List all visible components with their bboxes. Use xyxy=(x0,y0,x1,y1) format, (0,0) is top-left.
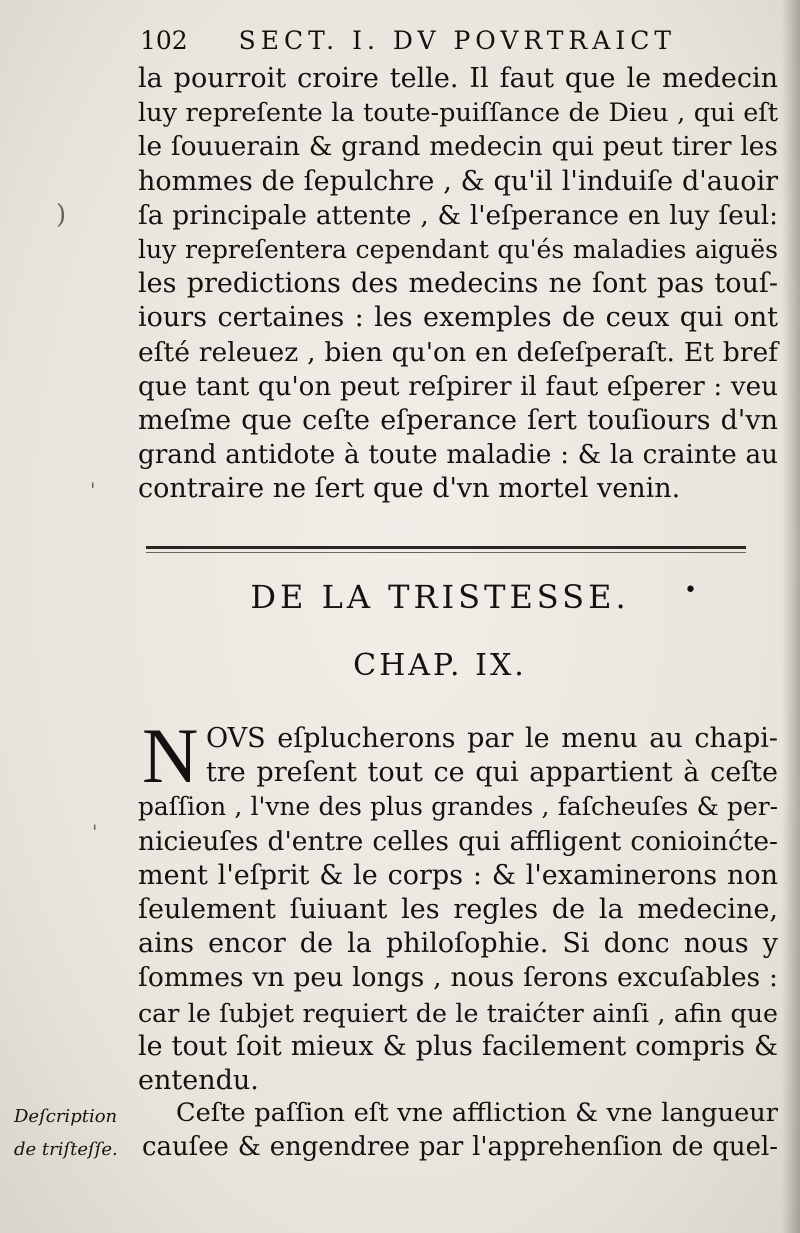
text-line: tre preſent tout ce qui appartient à ceſte xyxy=(206,757,778,789)
text-line: le ſouuerain & grand medecin qui peut tirer les xyxy=(138,131,778,163)
text-line: hommes de ſepulchre , & qu'il l'induiſe d'auoir xyxy=(138,165,778,197)
text-line: les predictions des medecins ne ſont pas touſ- xyxy=(138,268,778,300)
text-line: ains encor de la philoſophie. Si donc nous y xyxy=(138,928,778,960)
text-line: iours certaines : les exemples de ceux qui ont xyxy=(138,302,778,334)
paragraph-dropcap-lines xyxy=(206,722,778,790)
text-line: luy repreſente la toute-puiſſance de Dieu , qui eſt xyxy=(138,98,778,129)
section-divider-thin xyxy=(146,552,746,553)
chapter-heading: CHAP. IX. xyxy=(353,648,527,683)
text-line: la pourroit croire telle. Il faut que le medecin xyxy=(138,63,778,94)
text-line: ſa principale attente , & l'eſperance en luy ſeul: xyxy=(138,200,778,231)
text-line: car le ſubjet requiert de le traićter ainſi , afin que xyxy=(138,997,778,1028)
marginal-note-line: de triſteſſe. xyxy=(14,1139,118,1160)
text-line: entendu. xyxy=(138,1065,259,1097)
text-line: luy repreſentera cependant qu'és maladies aiguës xyxy=(138,235,778,265)
bleed-through-mark: ) xyxy=(56,200,67,230)
text-line: contraire ne ſert que d'vn mortel venin. xyxy=(138,473,681,505)
paragraph-description xyxy=(142,1130,778,1164)
text-line: le tout ſoit mieux & plus facilement compris & xyxy=(138,1030,778,1062)
text-line: eſté releuez , bien qu'on en deſeſperaſt. Et bref xyxy=(138,336,778,368)
paragraph-description-first xyxy=(176,1096,778,1130)
ornament-dot-icon: • xyxy=(684,578,697,603)
marginal-note-line: Deſcription xyxy=(14,1106,118,1127)
text-line: cauſee & engendree par l'apprehenſion de quel- xyxy=(142,1132,778,1163)
marginal-note xyxy=(14,1100,140,1166)
text-line: OVS eſplucherons par le menu au chapi- xyxy=(206,723,778,754)
text-line: ment l'eſprit & le corps : & l'examinerons non xyxy=(138,859,778,891)
text-line: que tant qu'on peut reſpirer il faut eſperer : veu xyxy=(138,371,778,402)
text-line: nicieuſes d'entre celles qui affligent conioinćte- xyxy=(138,825,778,857)
text-line: Ceſte paſſion eſt vne affliction & vne langueur xyxy=(176,1098,778,1128)
text-line: meſme que ceſte eſperance ſert touſiours d'vn xyxy=(138,405,778,437)
paragraph-continued xyxy=(138,62,778,507)
bleed-through-mark: ' xyxy=(92,820,98,844)
running-header xyxy=(140,26,676,66)
text-line: grand antidote à toute maladie : & la crainte au xyxy=(138,440,778,471)
drop-cap: N xyxy=(142,712,199,799)
bleed-through-mark: ' xyxy=(90,478,96,502)
text-line: ſeulement ſuiuant les regles de la medecine, xyxy=(138,894,778,925)
page-gutter-shadow xyxy=(782,0,800,1233)
text-line: ſommes vn peu longs , nous ſerons excuſables : xyxy=(138,962,778,994)
page-number: 102 xyxy=(140,26,188,55)
running-title: SECT. I. DV POVRTRAICT xyxy=(238,26,676,55)
text-line: paſſion , l'vne des plus grandes , faſcheuſes & per- xyxy=(138,792,778,822)
section-title: DE LA TRISTESSE. xyxy=(250,578,630,616)
section-divider xyxy=(146,546,746,549)
paragraph-chapter-body xyxy=(138,790,778,1098)
